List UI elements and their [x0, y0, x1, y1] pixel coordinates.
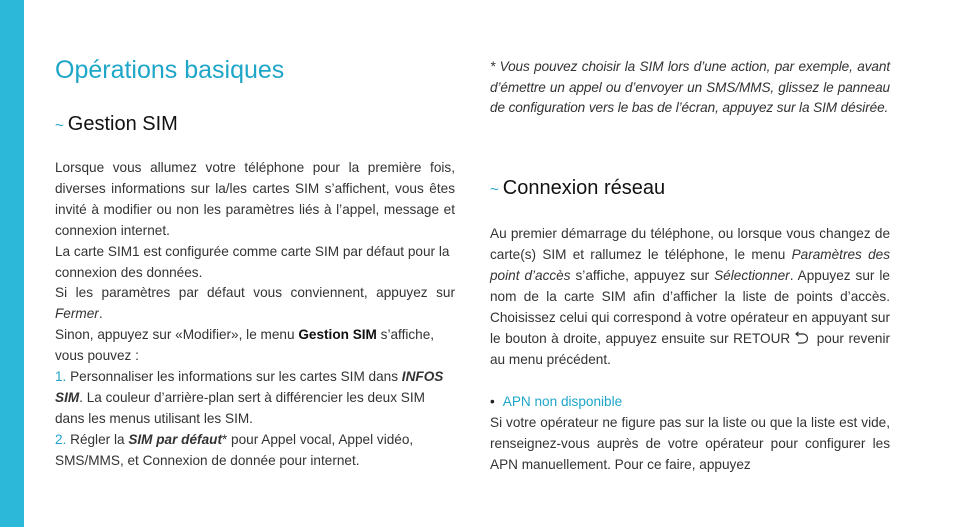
text: Si les paramètres par défaut vous conviennent, appuyez sur — [55, 285, 455, 301]
apn-bullet-heading — [490, 392, 890, 413]
section-tilde: ~ — [490, 181, 499, 198]
text: Régler la — [66, 431, 129, 447]
text: * pour Appel vocal, Appel vidéo, SMS/MMS, et Connexion de donnée pour internet. — [55, 431, 414, 468]
parametres-point-acces-term: Paramètres des point d’accès — [490, 246, 890, 283]
sim-choice-note: * Vous pouvez choisir la SIM lors d’une action, par exemple, avant d’émettre un appel ou d’envoyer un SMS/MMS, glissez le panneau de configuration vers le bas de l’écran, appuyez sur la SIM désirée. — [490, 59, 890, 116]
paragraph-apn-manual: Si votre opérateur ne figure pas sur la liste ou que la liste est vide, renseignez-vous auprès de votre opérateur pour configurer les APN manuellement. Pour ce faire, appuyez — [490, 415, 890, 473]
paragraph-apn-setup — [490, 224, 890, 371]
gestion-sim-term: Gestion SIM — [298, 327, 377, 343]
sim-par-defaut-term: SIM par défaut — [128, 431, 222, 447]
paragraph-modifier — [55, 325, 455, 367]
text: s’affiche, vous pouvez : — [55, 327, 435, 364]
page-title: Opérations basiques — [55, 56, 285, 84]
selectionner-term: Sélectionner — [714, 267, 790, 283]
text: . Appuyez sur le nom de la carte SIM afin d’afficher la liste de points d’accès. Choisissez celui qui correspond à votre opérateur en appuyant sur le bouton à droite, appuyez ensuite sur RETOUR — [490, 267, 890, 346]
item-number: 1. — [55, 369, 67, 385]
infos-sim-term: INFOS SIM — [55, 369, 444, 405]
section-tilde: ~ — [55, 117, 64, 134]
connexion-reseau-body — [490, 224, 890, 476]
paragraph-intro: Lorsque vous allumez votre téléphone pour la première fois, diverses informations sur la/les cartes SIM s’affichent, vous êtes invité à modifier ou non les paramètres liés à l’appel, message et connexion internet. — [55, 160, 455, 238]
list-item-1 — [55, 367, 455, 430]
text: s’affiche, appuyez sur — [570, 267, 715, 283]
section-title: Gestion SIM — [67, 113, 178, 135]
section-heading-gestion-sim — [55, 113, 178, 136]
fermer-term: Fermer — [55, 306, 99, 322]
list-item-2 — [55, 430, 455, 472]
bullet-icon: • — [490, 394, 495, 410]
text: . — [98, 306, 103, 322]
item-number: 2. — [55, 431, 67, 447]
paragraph-sim1-default: La carte SIM1 est configurée comme carte SIM par défaut pour la connexion des données. — [55, 243, 450, 280]
section-heading-connexion-reseau — [490, 177, 665, 200]
text: Personnaliser les informations sur les cartes SIM dans — [66, 369, 402, 385]
text: Sinon, appuyez sur «Modifier», le menu — [55, 327, 299, 343]
apn-heading: APN non disponible — [502, 394, 623, 410]
text: pour revenir au menu précédent. — [490, 330, 891, 368]
paragraph-fermer — [55, 283, 455, 325]
side-accent-bar — [0, 0, 24, 527]
text: Au premier démarrage du téléphone, ou lorsque vous changez de carte(s) SIM et rallumez le téléphone, le menu — [490, 226, 890, 262]
text: . La couleur d’arrière-plan sert à différencier les deux SIM dans les menus utilisant les SIM. — [55, 389, 425, 426]
return-arrow-icon — [793, 330, 809, 351]
gestion-sim-body — [55, 158, 455, 472]
section-title: Connexion réseau — [502, 177, 666, 199]
